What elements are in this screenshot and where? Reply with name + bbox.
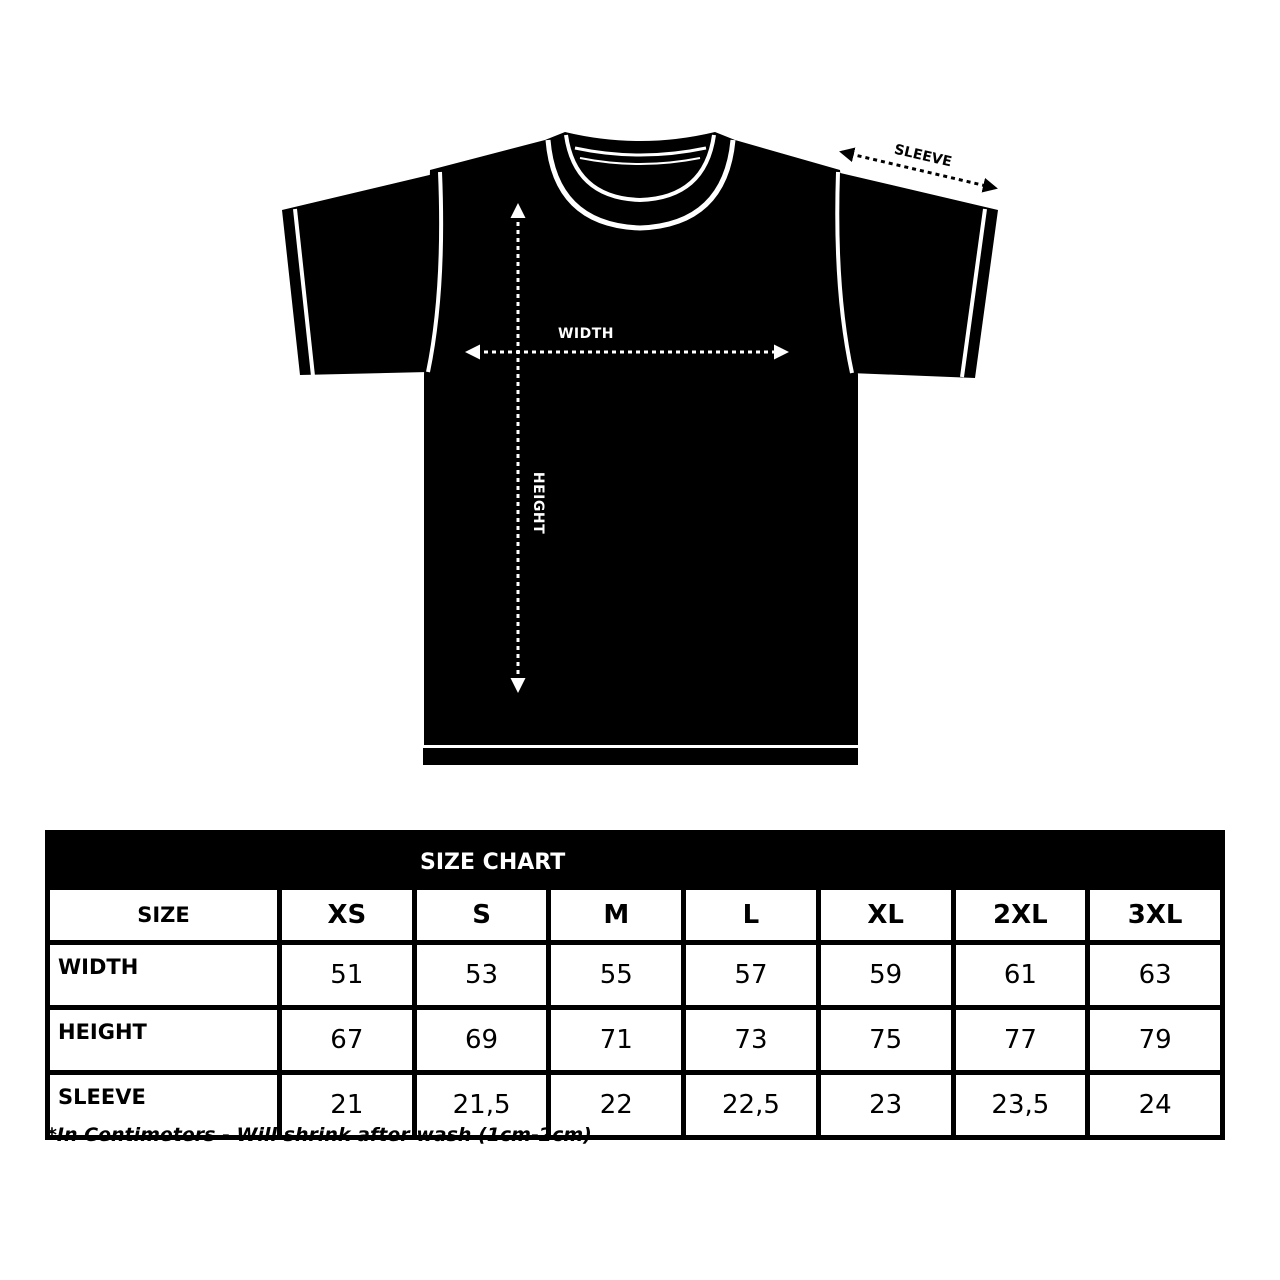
table-cell: 79: [1088, 1008, 1223, 1073]
column-header: XS: [280, 888, 415, 943]
table-cell: 22,5: [684, 1073, 819, 1138]
size-chart-title: SIZE CHART: [420, 849, 566, 875]
table-cell: 23,5: [953, 1073, 1088, 1138]
table-cell: 21: [280, 1073, 415, 1138]
row-header: SLEEVE: [48, 1073, 280, 1138]
table-cell: 73: [684, 1008, 819, 1073]
column-header: XL: [818, 888, 953, 943]
column-header: L: [684, 888, 819, 943]
column-header: M: [549, 888, 684, 943]
table-cell: 24: [1088, 1073, 1223, 1138]
table-cell: 77: [953, 1008, 1088, 1073]
column-header: SIZE: [48, 888, 280, 943]
table-cell: 69: [414, 1008, 549, 1073]
table-cell: 75: [818, 1008, 953, 1073]
table-cell: 71: [549, 1008, 684, 1073]
tshirt-silhouette: [282, 132, 998, 765]
table-cell: 51: [280, 943, 415, 1008]
column-header: 2XL: [953, 888, 1088, 943]
sleeve-label: SLEEVE: [892, 141, 954, 171]
table-cell: 59: [818, 943, 953, 1008]
height-label: HEIGHT: [530, 471, 546, 535]
table-cell: 61: [953, 943, 1088, 1008]
table-cell: 55: [549, 943, 684, 1008]
row-header: WIDTH: [48, 943, 280, 1008]
table-cell: 53: [414, 943, 549, 1008]
table-cell: 21,5: [414, 1073, 549, 1138]
table-cell: 23: [818, 1073, 953, 1138]
table-cell: 67: [280, 1008, 415, 1073]
column-header: 3XL: [1088, 888, 1223, 943]
footnote: *In Centimeters - Will shrink after wash (1cm-2cm): [47, 1124, 592, 1146]
row-header: HEIGHT: [48, 1008, 280, 1073]
width-label: WIDTH: [557, 326, 615, 342]
table-cell: 22: [549, 1073, 684, 1138]
table-cell: 63: [1088, 943, 1223, 1008]
size-chart-table: [45, 830, 1225, 1140]
table-row: [48, 943, 1223, 1008]
table-row: [48, 1008, 1223, 1073]
table-title-row: [48, 833, 1223, 888]
column-header: S: [414, 888, 549, 943]
table-header-row: [48, 888, 1223, 943]
table-cell: 57: [684, 943, 819, 1008]
table-title-cell: [48, 833, 1223, 888]
